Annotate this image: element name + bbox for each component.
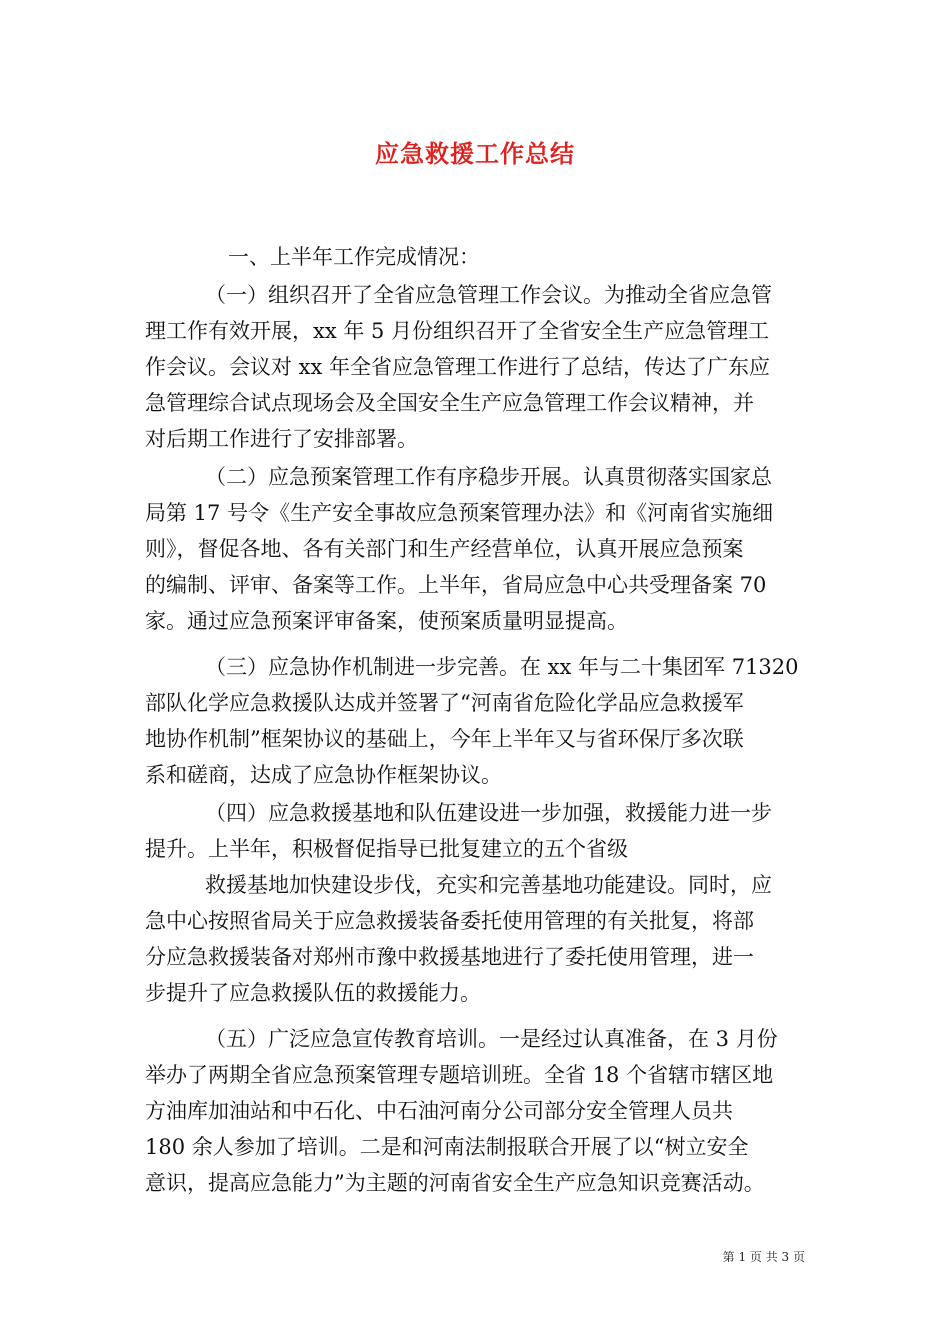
paragraph-line: 分应急救援装备对郑州市豫中救援基地进行了委托使用管理，进一 — [145, 945, 754, 969]
paragraph-line: 方油库加油站和中石化、中石油河南分公司部分安全管理人员共 — [145, 1099, 733, 1123]
paragraph-line: 地协作机制”框架协议的基础上，今年上半年又与省环保厅多次联 — [145, 727, 744, 751]
paragraph-line: 步提升了应急救援队伍的救援能力。 — [145, 981, 481, 1005]
paragraph-line: （四）应急救援基地和队伍建设进一步加强，救援能力进一步 — [205, 801, 772, 825]
paragraph-line: 急管理综合试点现场会及全国安全生产应急管理工作会议精神，并 — [145, 391, 754, 415]
paragraph-line: 部队化学应急救援队达成并签署了“河南省危险化学品应急救援军 — [145, 691, 744, 715]
paragraph-line: 的编制、评审、备案等工作。上半年，省局应急中心共受理备案 70 — [145, 573, 767, 597]
paragraph-line: 系和磋商，达成了应急协作框架协议。 — [145, 763, 502, 787]
paragraph-line: 局第 17 号令《生产安全事故应急预案管理办法》和《河南省实施细 — [145, 501, 774, 525]
paragraph-line: 家。通过应急预案评审备案，使预案质量明显提高。 — [145, 609, 628, 633]
paragraph-line: （五）广泛应急宣传教育培训。一是经过认真准备，在 3 月份 — [205, 1027, 778, 1051]
paragraph-line: 作会议。会议对 xx 年全省应急管理工作进行了总结，传达了广东应 — [145, 355, 771, 379]
paragraph-line: 提升。上半年，积极督促指导已批复建立的五个省级 — [145, 837, 628, 861]
paragraph-line: 急中心按照省局关于应急救援装备委托使用管理的有关批复，将部 — [145, 909, 754, 933]
paragraph-line: 意识，提高应急能力”为主题的河南省安全生产应急知识竞赛活动。 — [145, 1171, 765, 1195]
paragraph-line: 则》，督促各地、各有关部门和生产经营单位，认真开展应急预案 — [145, 537, 744, 561]
paragraph-line: （一）组织召开了全省应急管理工作会议。为推动全省应急管 — [205, 283, 772, 307]
paragraph-line: 理工作有效开展，xx 年 5 月份组织召开了全省安全生产应急管理工 — [145, 319, 770, 343]
paragraph-line: （三）应急协作机制进一步完善。在 xx 年与二十集团军 71320 — [205, 655, 799, 679]
paragraph-line: 180 余人参加了培训。二是和河南法制报联合开展了以“树立安全 — [145, 1135, 749, 1159]
paragraph-line: 对后期工作进行了安排部署。 — [145, 427, 418, 451]
paragraph-line: 救援基地加快建设步伐，充实和完善基地功能建设。同时，应 — [205, 873, 772, 897]
section-heading: 一、上半年工作完成情况： — [228, 245, 480, 269]
document-title: 应急救援工作总结 — [375, 139, 575, 168]
paragraph-line: （二）应急预案管理工作有序稳步开展。认真贯彻落实国家总 — [205, 465, 772, 489]
paragraph-line: 举办了两期全省应急预案管理专题培训班。全省 18 个省辖市辖区地 — [145, 1063, 774, 1087]
page-number: 第 1 页 共 3 页 — [722, 1250, 805, 1264]
